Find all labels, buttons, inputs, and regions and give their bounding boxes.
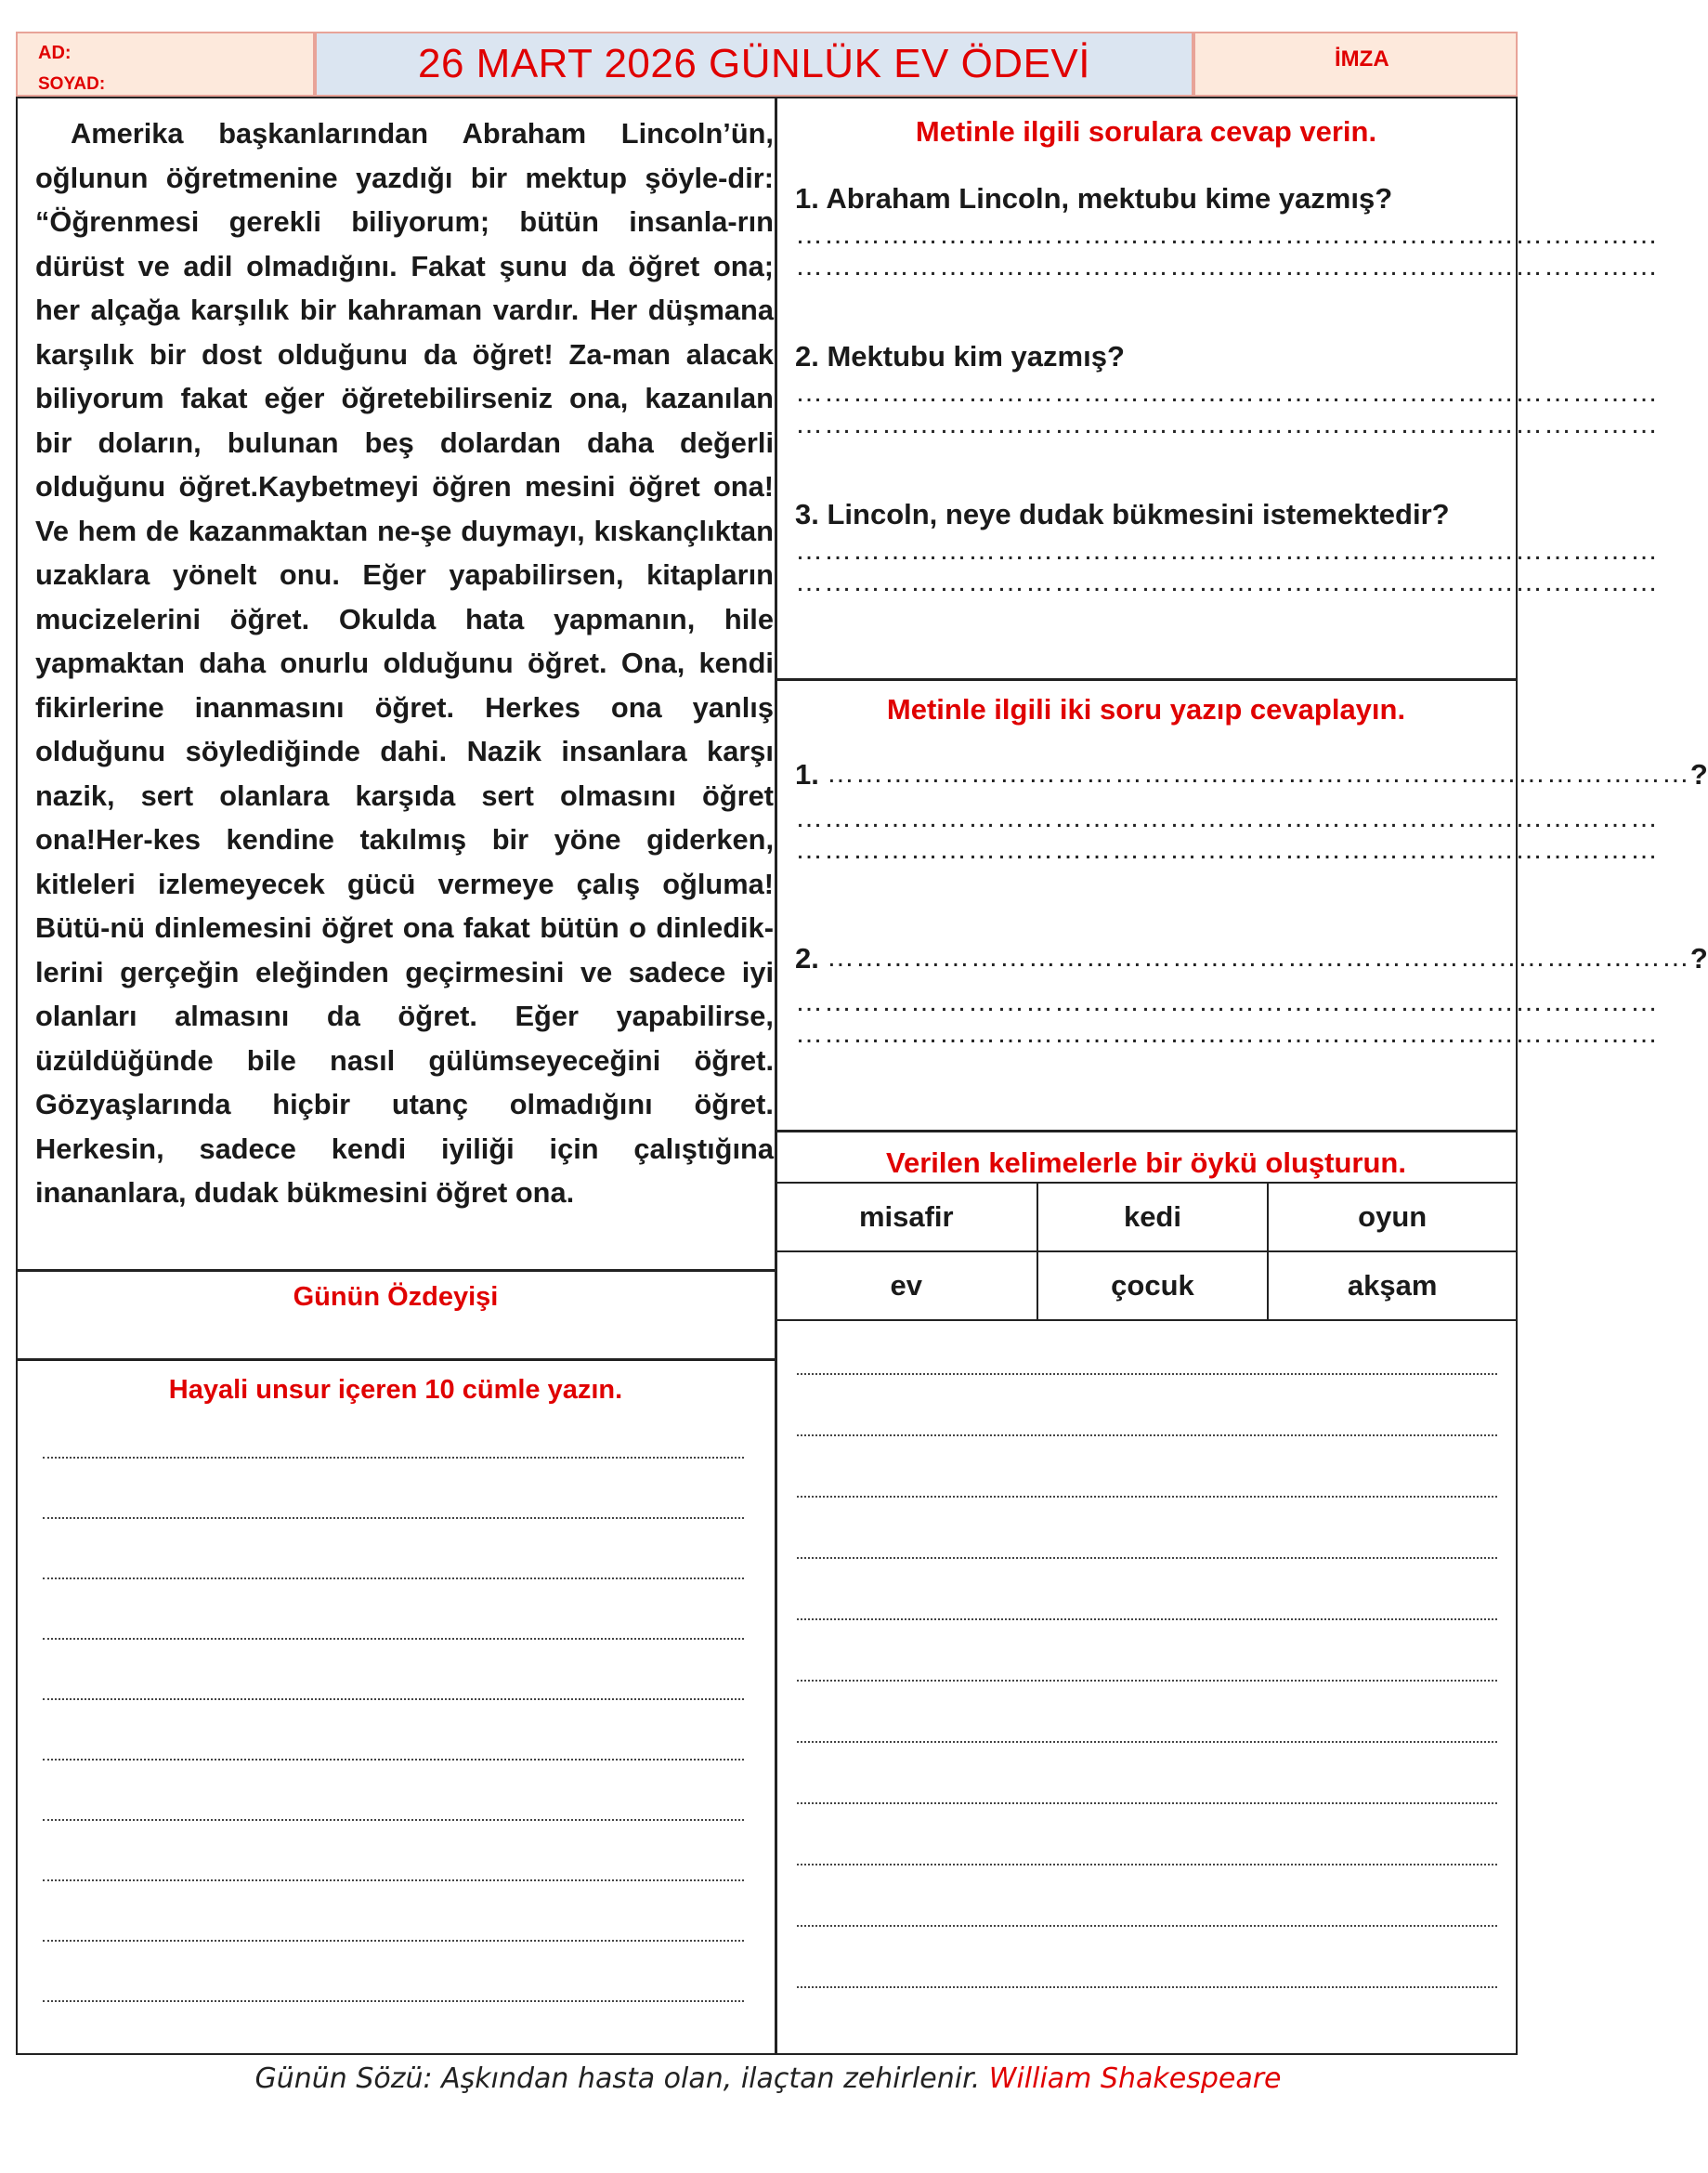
question-mark: ? [1689,758,1708,791]
writing-line[interactable] [797,1557,1497,1559]
word-table [775,1182,1518,1321]
page-title: 26 MART 2026 GÜNLÜK EV ÖDEVİ [418,41,1090,86]
writing-line[interactable] [797,1802,1497,1804]
hayali-title: Hayali unsur içeren 10 cümle yazın. [168,1375,623,1405]
question-line[interactable] [795,758,1708,792]
writing-line[interactable] [797,1986,1497,1988]
answer-line[interactable]: ……………………………………………………………………………… [795,377,1659,408]
question-text: 2. Mektubu kim yazmış? [795,340,1125,373]
own-question-1 [795,758,1708,866]
writing-line[interactable] [43,1759,744,1761]
answer-line[interactable]: ……………………………………………………………………………… [795,251,1659,281]
word-cell: ev [776,1251,1037,1320]
question-text: 3. Lincoln, neye dudak bükmesini istemektedir? [795,498,1450,530]
saying-text: Günün Sözü: Aşkından hasta olan, ilaçtan zehirlenir. [254,2062,981,2095]
name-box[interactable] [16,32,315,97]
answer-line[interactable]: ……………………………………………………………………………… [795,834,1659,865]
word-cell: misafir [776,1183,1037,1251]
signature-box[interactable] [1193,32,1518,97]
writing-line[interactable] [43,1940,744,1942]
writing-line[interactable] [43,1698,744,1700]
answer-line[interactable]: ……………………………………………………………………………… [795,409,1659,439]
writing-line[interactable] [797,1434,1497,1436]
answer-line[interactable]: ……………………………………………………………………………… [795,803,1659,833]
word-cell: akşam [1268,1251,1517,1320]
writing-line[interactable] [797,1496,1497,1498]
divider-own-questions [775,1130,1518,1132]
writing-line[interactable] [43,1517,744,1519]
question-number: 1. [795,758,819,791]
writing-line[interactable] [797,1680,1497,1682]
question-number: 2. [795,942,819,975]
question-mark: ? [1689,942,1708,975]
writing-line[interactable] [43,1819,744,1821]
question-block-1 [795,182,1659,282]
divider-ozdeyis [16,1358,776,1361]
question-block-2 [795,340,1659,440]
writing-line[interactable] [43,1577,744,1579]
reading-passage [35,111,774,1215]
writing-line[interactable] [797,1864,1497,1865]
story-title: Verilen kelimelerle bir öykü oluşturun. [886,1146,1406,1179]
writing-line[interactable] [43,1879,744,1881]
writing-line[interactable] [797,1741,1497,1743]
soyad-label: SOYAD: [38,74,106,94]
own-question-2 [795,942,1708,1050]
answer-line[interactable]: ……………………………………………………………………………… [795,567,1659,597]
question-line[interactable] [795,942,1708,975]
answer-line[interactable]: ……………………………………………………………………………… [795,219,1659,250]
ozdeyis-title: Günün Özdeyişi [293,1282,499,1312]
answer-line[interactable]: ……………………………………………………………………………… [795,1018,1659,1049]
writing-line[interactable] [797,1925,1497,1927]
footer-saying [0,2062,1536,2095]
saying-author: William Shakespeare [988,2062,1282,2095]
column-divider [775,97,777,2055]
question-text: 1. Abraham Lincoln, mektubu kime yazmış? [795,182,1393,215]
story-lines[interactable] [797,1373,1497,1988]
title-box [315,32,1193,97]
divider-questions [775,678,1518,681]
own-questions-title: Metinle ilgili iki soru yazıp cevaplayın. [886,693,1406,726]
passage-text: Amerika başkanlarından Abraham Lincoln’ün, oğlunun öğretmenine yazdığı bir mektup şöyle-dir: “Öğrenmesi gerekli biliyorum; bütün insanla-rın dürüst ve adil olmadığını. Fakat şunu da öğret ona; her alçağa karşılık bir kahraman vardır. Her düşmana karşılık bir dost olduğunu da öğret! Za-man alacak biliyorum fakat eğer öğretebilirseniz ona, kazanılan bir doların, bulunan beş dolardan daha değerli olduğunu öğret.Kaybetmeyi öğren mesini öğret ona! Ve hem de kazanmaktan ne-şe duymayı, kıskançlıktan uzaklara yönelt onu. Eğer yapabilirsen, kitapların mucizelerini öğret. Okulda hata yapmanın, hile yapmaktan daha onurlu olduğunu öğret. Ona, kendi fikirlerine inanmasını öğret. Herkes ona yanlış olduğunu söylediğinde dahi. Nazik insanlara karşı nazik, sert olanlara karşıda sert olmasını öğret ona!Her-kes kendine takılmış bir yöne giderken, kitleleri izlemeyecek gücü vermeye çalış oğluma! Bütü-nü dinlemesini öğret ona fakat bütün o dinledik-lerini gerçeğin eleğinden geçirmesini ve sadece iyi olanları almasını da öğret. Eğer yapabilirse, üzüldüğünde bile nasıl gülümseyeceğini öğret. Gözyaşlarında hiçbir utanç olmadığını öğret. Herkesin, sadece kendi iyiliği için çalıştığına inananlara, dudak bükmesini öğret ona. [35,117,774,1209]
answer-line[interactable]: ……………………………………………………………………………… [795,535,1659,566]
writing-line[interactable] [43,1457,744,1459]
writing-line[interactable] [43,2000,744,2002]
ad-label: AD: [38,43,72,63]
word-cell: çocuk [1037,1251,1269,1320]
writing-line[interactable] [43,1638,744,1640]
question-block-3 [795,498,1659,598]
question-dots[interactable]: ……………………………………………………………………………… [826,758,1690,789]
writing-line[interactable] [797,1373,1497,1375]
divider-passage [16,1269,776,1272]
questions-title: Metinle ilgili sorulara cevap verin. [915,115,1377,148]
word-cell: oyun [1268,1183,1517,1251]
hayali-lines[interactable] [43,1457,744,2002]
writing-line[interactable] [797,1618,1497,1620]
imza-label: İMZA [1335,46,1389,72]
word-cell: kedi [1037,1183,1269,1251]
answer-line[interactable]: ……………………………………………………………………………… [795,987,1659,1017]
question-dots[interactable]: ……………………………………………………………………………… [826,942,1690,973]
